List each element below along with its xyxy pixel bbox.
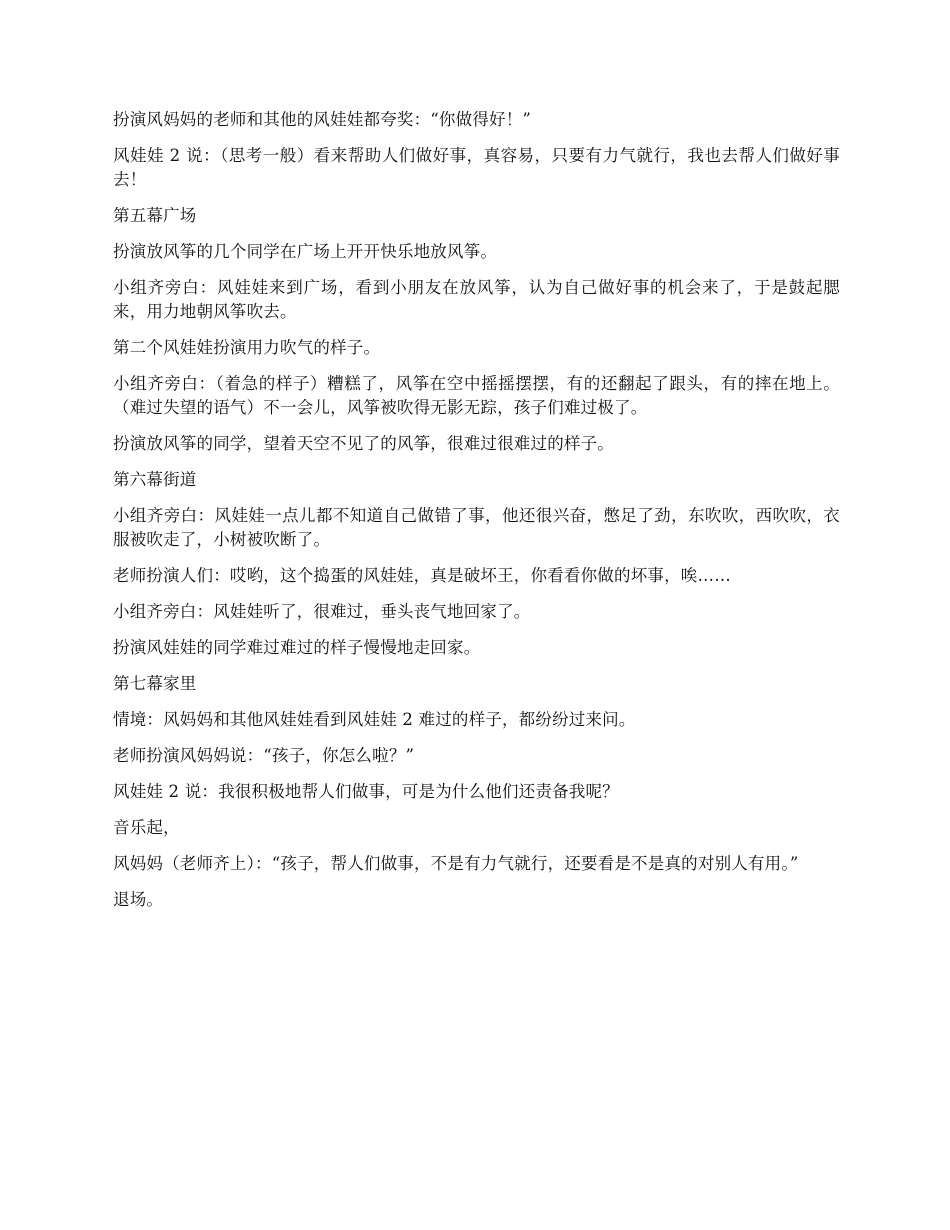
scene-heading-7: 第七幕家里: [113, 674, 197, 693]
paragraph-mother-asks: 老师扮演风妈妈说：“孩子，你怎么啦？”: [113, 746, 415, 765]
paragraph-situation: 情境：风妈妈和其他风娃娃看到风娃娃 2 难过的样子，都纷纷过来问。: [113, 710, 636, 729]
paragraph-praise: 扮演风妈妈的老师和其他的风娃娃都夸奖：“你做得好！”: [113, 110, 532, 129]
paragraph-narration-kites-lost: 小组齐旁白：（着急的样子）糟糕了，风筝在空中摇摇摆摆，有的还翻起了跟头，有的摔在地上。（难过失望的语气）不一会儿，风筝被吹得无影无踪，孩子们难过极了。: [113, 374, 840, 417]
paragraph-wind-child-2-reply: 风娃娃 2 说：我很积极地帮人们做事，可是为什么他们还责备我呢？: [113, 782, 619, 801]
scene-heading-5: 第五幕广场: [113, 206, 197, 225]
paragraph-mother-lesson: 风妈妈（老师齐上）：“孩子，帮人们做事，不是有力气就行，还要看是不是真的对别人有用。”: [113, 854, 799, 873]
scene-heading-6: 第六幕街道: [113, 470, 197, 489]
paragraph-walk-home: 扮演风娃娃的同学难过难过的样子慢慢地走回家。: [113, 638, 481, 657]
paragraph-narration-street: 小组齐旁白：风娃娃一点儿都不知道自己做错了事，他还很兴奋，憋足了劲，东吹吹，西吹吹，衣服被吹走了，小树被吹断了。: [113, 506, 840, 549]
paragraph-exit: 退场。: [113, 890, 164, 909]
document-body: [113, 108, 840, 924]
paragraph-blowing: 第二个风娃娃扮演用力吹气的样子。: [113, 338, 381, 357]
paragraph-narration-square: 小组齐旁白：风娃娃来到广场，看到小朋友在放风筝，认为自己做好事的机会来了，于是鼓起腮来，用力地朝风筝吹去。: [113, 278, 840, 321]
paragraph-kite-flying: 扮演放风筝的几个同学在广场上开开快乐地放风筝。: [113, 242, 498, 261]
paragraph-narration-go-home: 小组齐旁白：风娃娃听了，很难过，垂头丧气地回家了。: [113, 602, 531, 621]
paragraph-teacher-people: 老师扮演人们：哎哟，这个捣蛋的风娃娃，真是破坏王，你看看你做的坏事，唉……: [113, 566, 731, 585]
paragraph-music: 音乐起，: [113, 818, 180, 837]
paragraph-sad-kite-flyers: 扮演放风筝的同学，望着天空不见了的风筝，很难过很难过的样子。: [113, 434, 614, 453]
paragraph-wind-child-2-thinks: 风娃娃 2 说：（思考一般）看来帮助人们做好事，真容易，只要有力气就行，我也去帮人们做好事去！: [113, 146, 840, 189]
